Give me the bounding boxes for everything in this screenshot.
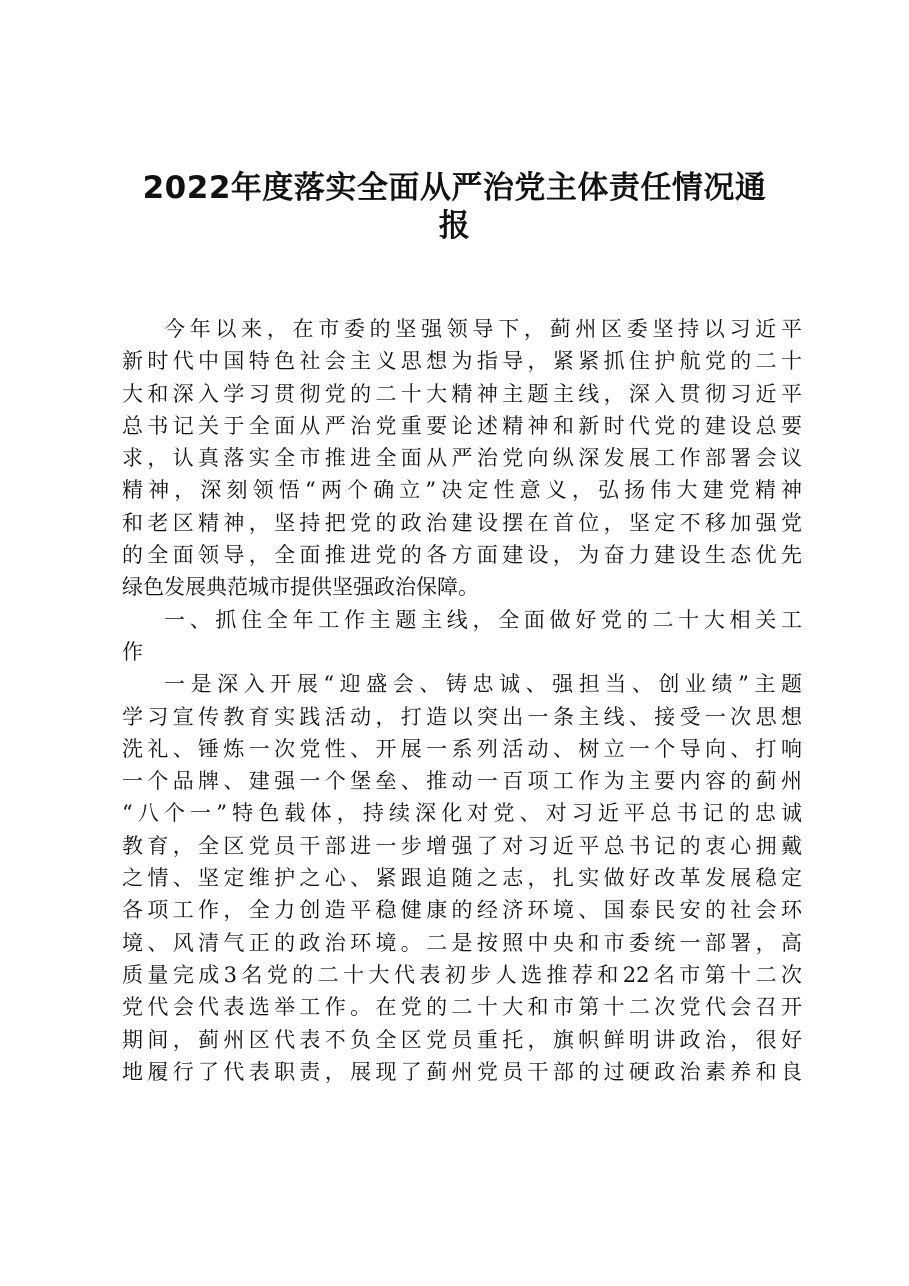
body-line: 地履行了代表职责，展现了蓟州党员干部的过硬政治素养和良 bbox=[122, 1059, 802, 1084]
body-line: “八个一”特色载体，持续深化对党、对习近平总书记的忠诚 bbox=[122, 801, 802, 826]
body-line: 之情、坚定维护之心、紧跟追随之志，扎实做好改革发展稳定 bbox=[122, 866, 802, 891]
body-line: 学习宣传教育实践活动，打造以突出一条主线、接受一次思想 bbox=[122, 704, 802, 729]
body-line: 总书记关于全面从严治党重要论述精神和新时代党的建设总要 bbox=[122, 413, 802, 438]
body-line: 党代会代表选举工作。在党的二十大和市第十二次党代会召开 bbox=[122, 995, 802, 1020]
body-line: 今年以来，在市委的坚强领导下，蓟州区委坚持以习近平 bbox=[164, 317, 802, 341]
section-heading-line: 作 bbox=[122, 639, 143, 664]
body-line: 各项工作，全力创造平稳健康的经济环境、国泰民安的社会环 bbox=[122, 898, 802, 923]
body-line: 的全面领导，全面推进党的各方面建设，为奋力建设生态优先 bbox=[122, 543, 802, 568]
body-line: 一是深入开展“迎盛会、铸忠诚、强担当、创业绩”主题 bbox=[164, 672, 802, 697]
body-line: 大和深入学习贯彻党的二十大精神主题主线，深入贯彻习近平 bbox=[122, 381, 802, 406]
document-title-line-2: 报 bbox=[438, 208, 471, 244]
body-line: 教育，全区党员干部进一步增强了对习近平总书记的衷心拥戴 bbox=[122, 833, 802, 858]
body-line: 新时代中国特色社会主义思想为指导，紧紧抓住护航党的二十 bbox=[122, 349, 802, 374]
body-line: 和老区精神，坚持把党的政治建设摆在首位，坚定不移加强党 bbox=[122, 510, 802, 535]
section-heading-line: 一、抓住全年工作主题主线，全面做好党的二十大相关工 bbox=[164, 607, 802, 632]
body-line: 质量完成3名党的二十大代表初步人选推荐和22名市第十二次 bbox=[122, 962, 802, 987]
body-line: 境、风清气正的政治环境。二是按照中央和市委统一部署，高 bbox=[122, 930, 802, 955]
document-body bbox=[122, 313, 802, 1088]
body-line: 求，认真落实全市推进全面从严治党向纵深发展工作部署会议 bbox=[122, 446, 802, 471]
body-line: 精神，深刻领悟“两个确立”决定性意义，弘扬伟大建党精神 bbox=[122, 478, 802, 503]
document-title-line-1: 2022年度落实全面从严治党主体责任情况通 bbox=[142, 170, 767, 206]
body-line: 绿色发展典范城市提供坚强政治保障。 bbox=[122, 575, 479, 600]
body-line: 洗礼、锤炼一次党性、开展一系列活动、树立一个导向、打响 bbox=[122, 736, 802, 761]
body-line: 期间，蓟州区代表不负全区党员重托，旗帜鲜明讲政治，很好 bbox=[122, 1027, 802, 1052]
body-line: 一个品牌、建强一个堡垒、推动一百项工作为主要内容的蓟州 bbox=[122, 769, 802, 794]
